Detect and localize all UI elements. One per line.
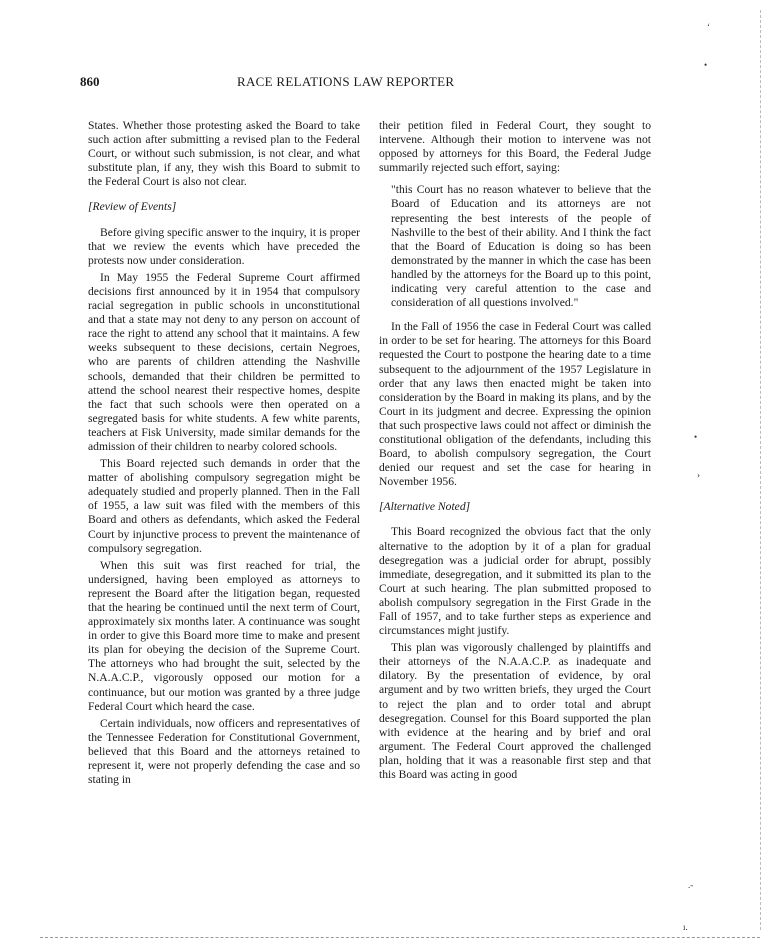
scan-mark: ‘ [707, 22, 710, 32]
block-quote [391, 183, 651, 310]
paragraph: In the Fall of 1956 the case in Federal Court was called in order to be set for hearing. The attorneys for this Board requested the Court to postpone the hearing date to a time subsequent to the adjournment of the 1957 Legislature in order that any laws then enacted might be taken into consideration by the Board in making its plans, and by the Court in its judgment and decree. Expressing the opinion that such prospective laws could not affect or diminish the constitutional obligation of the defendants, including this Board, to abolish compulsory segregation, the Court denied our request and set the case for hearing in November 1956. [379, 320, 651, 489]
scan-mark: .‑ [688, 880, 694, 890]
section-heading: [Alternative Noted] [379, 500, 471, 514]
paragraph: In May 1955 the Federal Supreme Court affirmed decisions first announced by it in 1954 that compulsory racial segregation in public schools in unconstitutional and that a state may not deny to any person on account of race the right to attend any school that it maintains. A few weeks subsequent to these decisions, certain Negroes, who are parents of children attending the Nashville schools, demanded that their children be permitted to attend the school nearest their respective homes, despite the fact that such schools were then operated on a segregated basis for white students. A few white parents, teachers at Fisk University, made similar demands for the admission of their children to nearby colored schools. [88, 270, 360, 453]
paragraph: This Board rejected such demands in order that the matter of abolishing compulsory segregation might be adequately studied and properly planned. Then in the Fall of 1955, a law suit was filed with the members of this Board and others as defendants, which asked the Federal Court by injunctive process to prevent the maintenance of compulsory segregation. [88, 457, 360, 555]
paragraph: Certain individuals, now officers and representatives of the Tennessee Federation for Constitutional Government, believed that this Board and the attorneys retained to represent it, were not properly defending the case and so stating in [88, 716, 360, 787]
scan-mark: • [704, 60, 708, 70]
section-heading: [Review of Events] [88, 200, 177, 214]
paragraph: States. Whether those protesting asked the Board to take such action after submitting a revised plan to the Federal Court, or without such submission, is not clear, and what substitute plan, if any, they wish this Board to submit to the Federal Court is also not clear. [88, 119, 360, 189]
paragraph: This plan was vigorously challenged by plaintiffs and their attorneys of the N.A.A.C.P. as inadequate and dilatory. By the presentation of evidence, by oral argument and by two written briefs, they urged the Court to reject the plan and to order total and abrupt desegregation. Counsel for this Board supported the plan with evidence at the hearing and by brief and oral argument. The Federal Court approved the challenged plan, holding that it was a reasonable first step and that this Board was acting in good [379, 641, 651, 782]
left-column [88, 119, 360, 790]
scan-mark: › [697, 470, 700, 480]
scan-bottom-edge [40, 937, 760, 938]
scan-mark: ı. [683, 922, 688, 932]
paragraph: This Board recognized the obvious fact that the only alternative to the adoption by it of a plan for gradual desegregation was a judicial order for abrupt, possibly immediate, desegregation, and it submitted its plan to the Court at such hearing. The plan submitted proposed to abolish compulsory segregation in the First Grade in the Fall of 1957, and to take further steps as experience and circumstances might justify. [379, 525, 651, 638]
right-column [379, 119, 651, 785]
paragraph: their petition filed in Federal Court, they sought to intervene. Although their motion to intervene was not opposed by attorneys for this Board, the Federal Judge summarily rejected such effort, saying: [379, 119, 651, 175]
scan-mark: • [694, 432, 698, 442]
page-number: 860 [80, 74, 100, 89]
running-head: RACE RELATIONS LAW REPORTER [237, 74, 455, 89]
paragraph: When this suit was first reached for trial, the undersigned, having been employed as attorneys to represent the Board after the litigation began, requested that the hearing be continued until the next term of Court, approximately six months later. A continuance was sought in order to give this Board more time to make and present its plan for obeying the decision of the Supreme Court. The attorneys who had brought the suit, selected by the N.A.A.C.P., vigorously opposed our motion for a continuance, but our motion was granted by a three judge Federal Court which heard the case. [88, 558, 360, 713]
quote-text: "this Court has no reason whatever to believe that the Board of Education and its attorneys are not representing the best interests of the people of Nashville to the best of their ability. And I think the fact that the Board of Education is doing so has been demonstrated by the manner in which the case has been handled by the attorneys for the Board up to this point, indicating very careful attention to the case and consideration of all questions involved." [391, 183, 651, 310]
paragraph: Before giving specific answer to the inquiry, it is proper that we review the events which have preceded the protests now under consideration. [88, 225, 360, 267]
scan-edge-line [760, 10, 761, 930]
